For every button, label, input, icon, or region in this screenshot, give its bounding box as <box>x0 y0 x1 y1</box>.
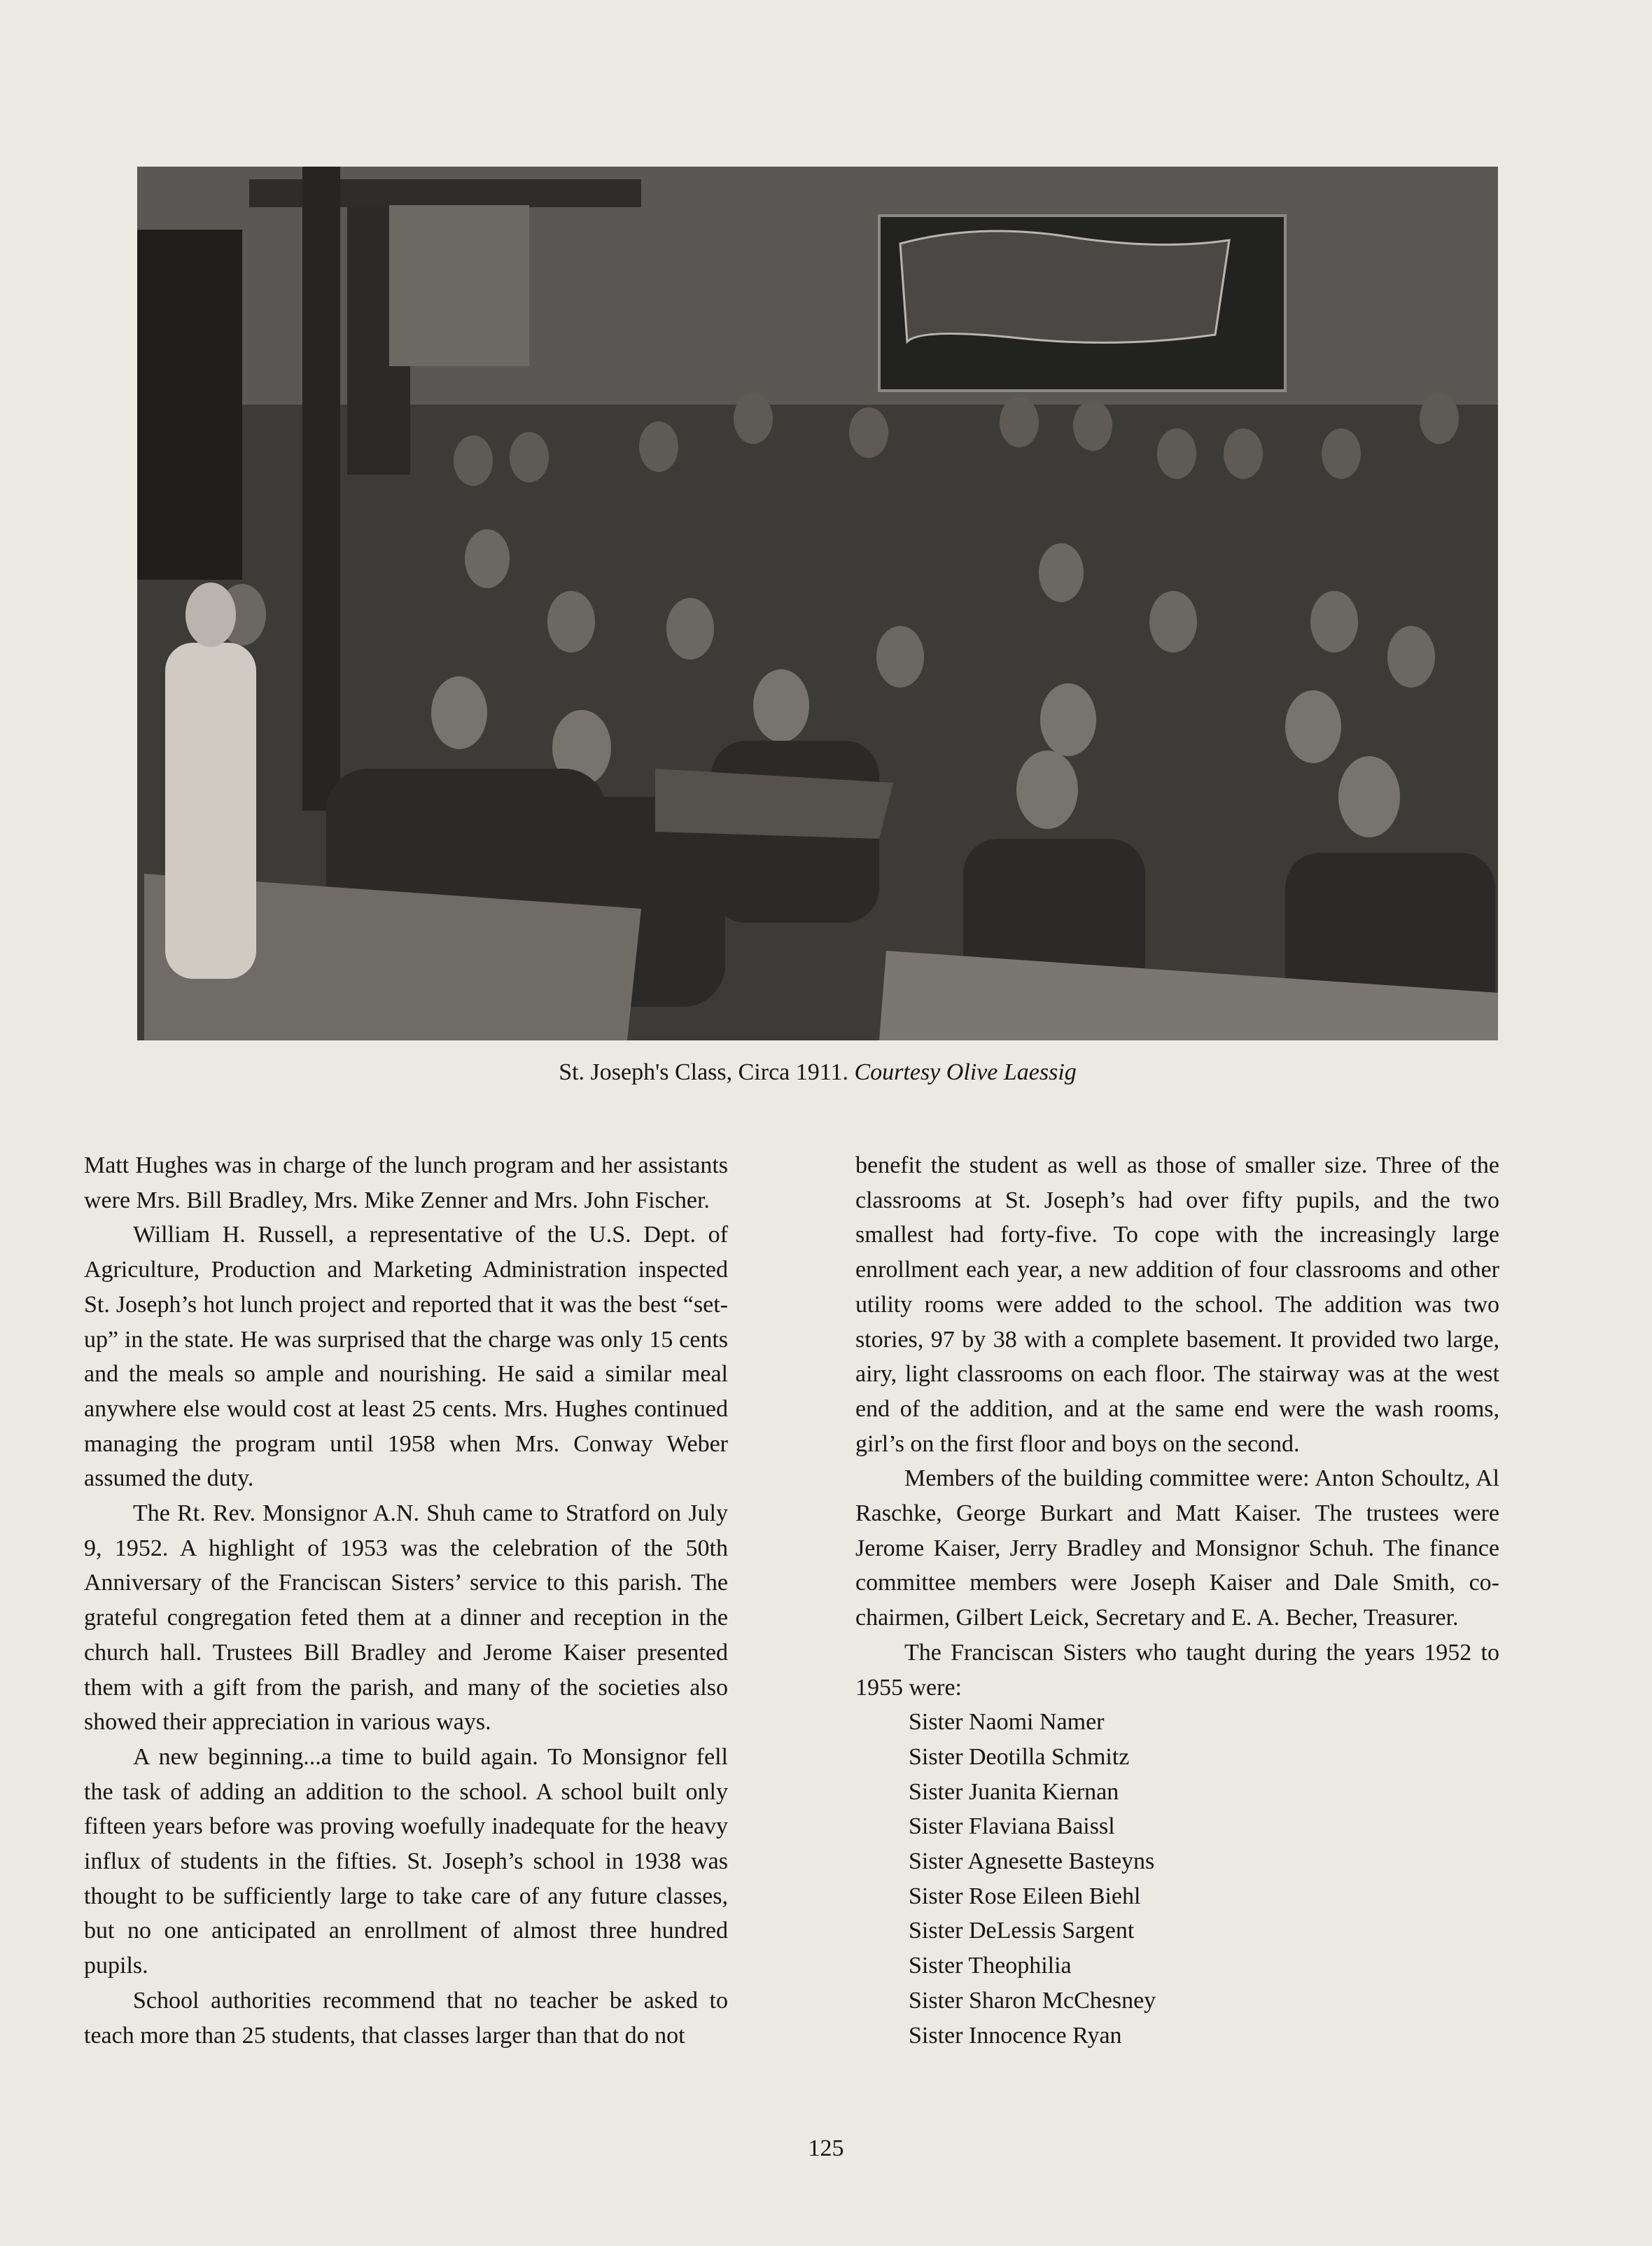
list-item: Sister Innocence Ryan <box>909 2022 1122 2049</box>
list-item: Sister DeLessis Sargent <box>909 1918 1135 1944</box>
paragraph: The Franciscan Sisters who taught during the years 1952 to 1955 were: <box>855 1639 1499 1701</box>
caption-title: St. Joseph's Class, Circa 1911. <box>559 1059 848 1085</box>
paragraph: benefit the student as well as those of smaller size. Three of the classrooms at St. Joseph’s had over fifty pupils, and the two smallest had forty-five. To cope with the increasingly large enrollment each year, a new addition of four classrooms and other utility rooms were added to the school. The addition was two stories, 97 by 38 with a complete basement. It provided two large, airy, light classrooms on each floor. The stairway was at the west end of the addition, and at the same end were the wash rooms, girl’s on the first floor and boys on the second. <box>855 1152 1499 1457</box>
paragraph: A new beginning...a time to build again. To Monsignor fell the task of adding an addition to the school. A school built only fifteen years before was proving woefully inadequate for the heavy influx of students in the fifties. St. Joseph’s school in 1938 was thought to be sufficiently large to take care of any future classes, but no one anticipated an enrollment of almost three hundred pupils. <box>84 1743 728 1979</box>
paragraph: The Rt. Rev. Monsignor A.N. Shuh came to Stratford on July 9, 1952. A highlight of 1953 was the celebration of the 50th Anniversary of the Franciscan Sisters’ service to this parish. The grateful congregation feted them at a dinner and reception in the church hall. Trustees Bill Bradley and Jerome Kaiser presented them with a gift from the parish, and many of the societies also showed their appreciation in various ways. <box>84 1500 728 1736</box>
photo-illustration <box>137 167 1498 1040</box>
list-item: Sister Deotilla Schmitz <box>909 1743 1130 1770</box>
list-item: Sister Naomi Namer <box>909 1709 1105 1736</box>
caption-credit: Courtesy Olive Laessig <box>854 1059 1077 1085</box>
list-item: Sister Theophilia <box>909 1953 1072 1979</box>
left-column <box>84 1148 728 2053</box>
paragraph: School authorities recommend that no teacher be asked to teach more than 25 students, that classes larger than that do not <box>84 1987 728 2049</box>
right-column <box>855 1148 1499 2053</box>
list-item: Sister Agnesette Basteyns <box>909 1848 1155 1875</box>
class-photograph <box>137 167 1498 1040</box>
list-item: Sister Sharon McChesney <box>909 1987 1156 2014</box>
photo-caption <box>137 1059 1498 1087</box>
list-item: Sister Flaviana Baissl <box>909 1813 1115 1840</box>
paragraph: William H. Russell, a representative of the U.S. Dept. of Agriculture, Production and Marketing Administration inspected St. Joseph’s hot lunch project and reported that it was the best “set-up” in the state. He was surprised that the charge was only 15 cents and the meals so ample and nourishing. He said a similar meal anywhere else would cost at least 25 cents. Mrs. Hughes continued managing the program until 1958 when Mrs. Conway Weber assumed the duty. <box>84 1222 728 1492</box>
page-number: 125 <box>808 2135 844 2161</box>
paragraph: Matt Hughes was in charge of the lunch program and her assistants were Mrs. Bill Bradley, Mrs. Mike Zenner and Mrs. John Fischer. <box>84 1152 728 1213</box>
list-item: Sister Juanita Kiernan <box>909 1778 1119 1805</box>
sisters-list <box>855 1705 1499 2053</box>
paragraph: Members of the building committee were: Anton Schoultz, Al Raschke, George Burkart and Matt Kaiser. The trustees were Jerome Kaiser, Jerry Bradley and Monsignor Schuh. The finance committee members were Joseph Kaiser and Dale Smith, co-chairmen, Gilbert Leick, Secretary and E. A. Becher, Treasurer. <box>855 1465 1499 1631</box>
list-item: Sister Rose Eileen Biehl <box>909 1883 1141 1909</box>
